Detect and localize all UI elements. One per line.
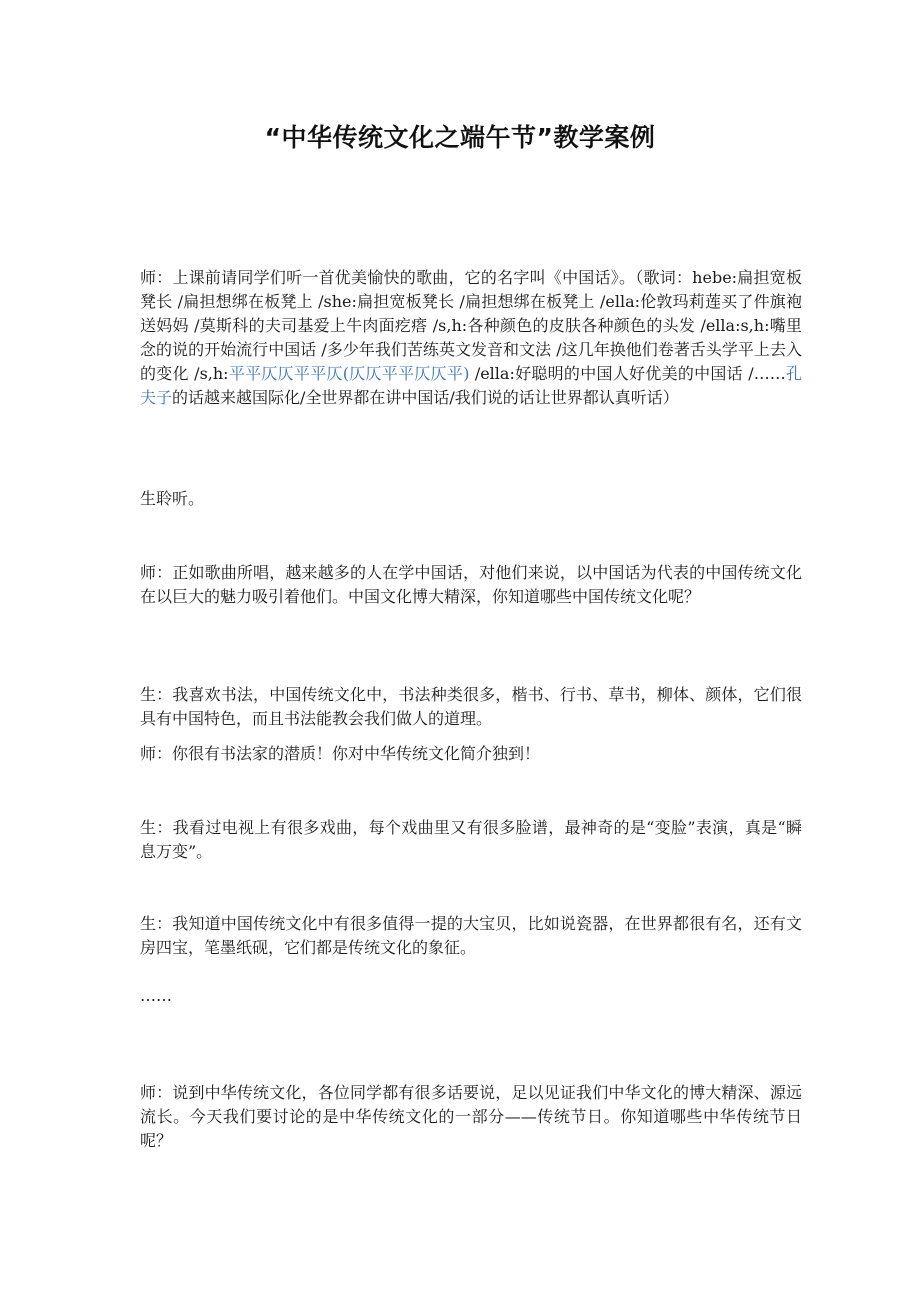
tone-pattern-link[interactable]: 平平仄仄平平仄(仄仄平平仄仄平)	[228, 364, 470, 383]
paragraph-ellipsis: ……	[140, 986, 172, 1005]
paragraph-students-listen: 生聆听。	[140, 489, 205, 508]
paragraph-song-text-2: /ella:好聪明的中国人好优美的中国话 /……	[469, 364, 786, 383]
paragraph-teacher-festivals: 师：说到中华传统文化，各位同学都有很多话要说，足以见证我们中华文化的博大精深、源远流长。今天我们要讨论的是中华传统文化的一部分——传统节日。你知道哪些中华传统节日呢？	[140, 1083, 802, 1150]
paragraph-student-porcelain: 生：我知道中国传统文化中有很多值得一提的大宝贝，比如说瓷器，在世界都很有名，还有文房四宝，笔墨纸砚，它们都是传统文化的象征。	[140, 914, 802, 957]
paragraph-song-text-3: 的话越来越国际化/全世界都在讲中国话/我们说的话让世界都认真听话）	[172, 388, 679, 407]
paragraph-song-text-1: 师：上课前请同学们听一首优美愉快的歌曲，它的名字叫《中国话》。（歌词：hebe:扁担宽板凳长 /扁担想绑在板凳上 /she:扁担宽板凳长 /扁担想绑在板凳上 /ella:伦敦玛莉莲买了件旗袍送妈妈 /莫斯科的夫司基爱上牛肉面疙瘩 /s,h:各种颜色的皮肤各种颜色的头发 /ella:s,h:嘴里念的说的开始流行中国话 /多少年我们苦练英文发音和文法 /这几年换他们卷著舌头学平上去入的变化 /s,h:	[140, 268, 802, 383]
paragraph-teacher-praise: 师：你很有书法家的潜质！你对中华传统文化简介独到！	[140, 744, 541, 763]
paragraph-song-intro	[140, 266, 802, 410]
confucius-link[interactable]: 孔夫子	[140, 364, 802, 407]
paragraph-student-opera: 生：我看过电视上有很多戏曲，每个戏曲里又有很多脸谱，最神奇的是“变脸”表演，真是“瞬息万变”。	[140, 818, 802, 861]
page-title: “中华传统文化之端午节”教学案例	[264, 123, 656, 152]
paragraph-student-calligraphy: 生：我喜欢书法，中国传统文化中，书法种类很多，楷书、行书、草书，柳体、颜体，它们很具有中国特色，而且书法能教会我们做人的道理。	[140, 685, 802, 728]
paragraph-teacher-question: 师：正如歌曲所唱，越来越多的人在学中国话，对他们来说，以中国话为代表的中国传统文化在以巨大的魅力吸引着他们。中国文化博大精深，你知道哪些中国传统文化呢？	[140, 563, 802, 606]
